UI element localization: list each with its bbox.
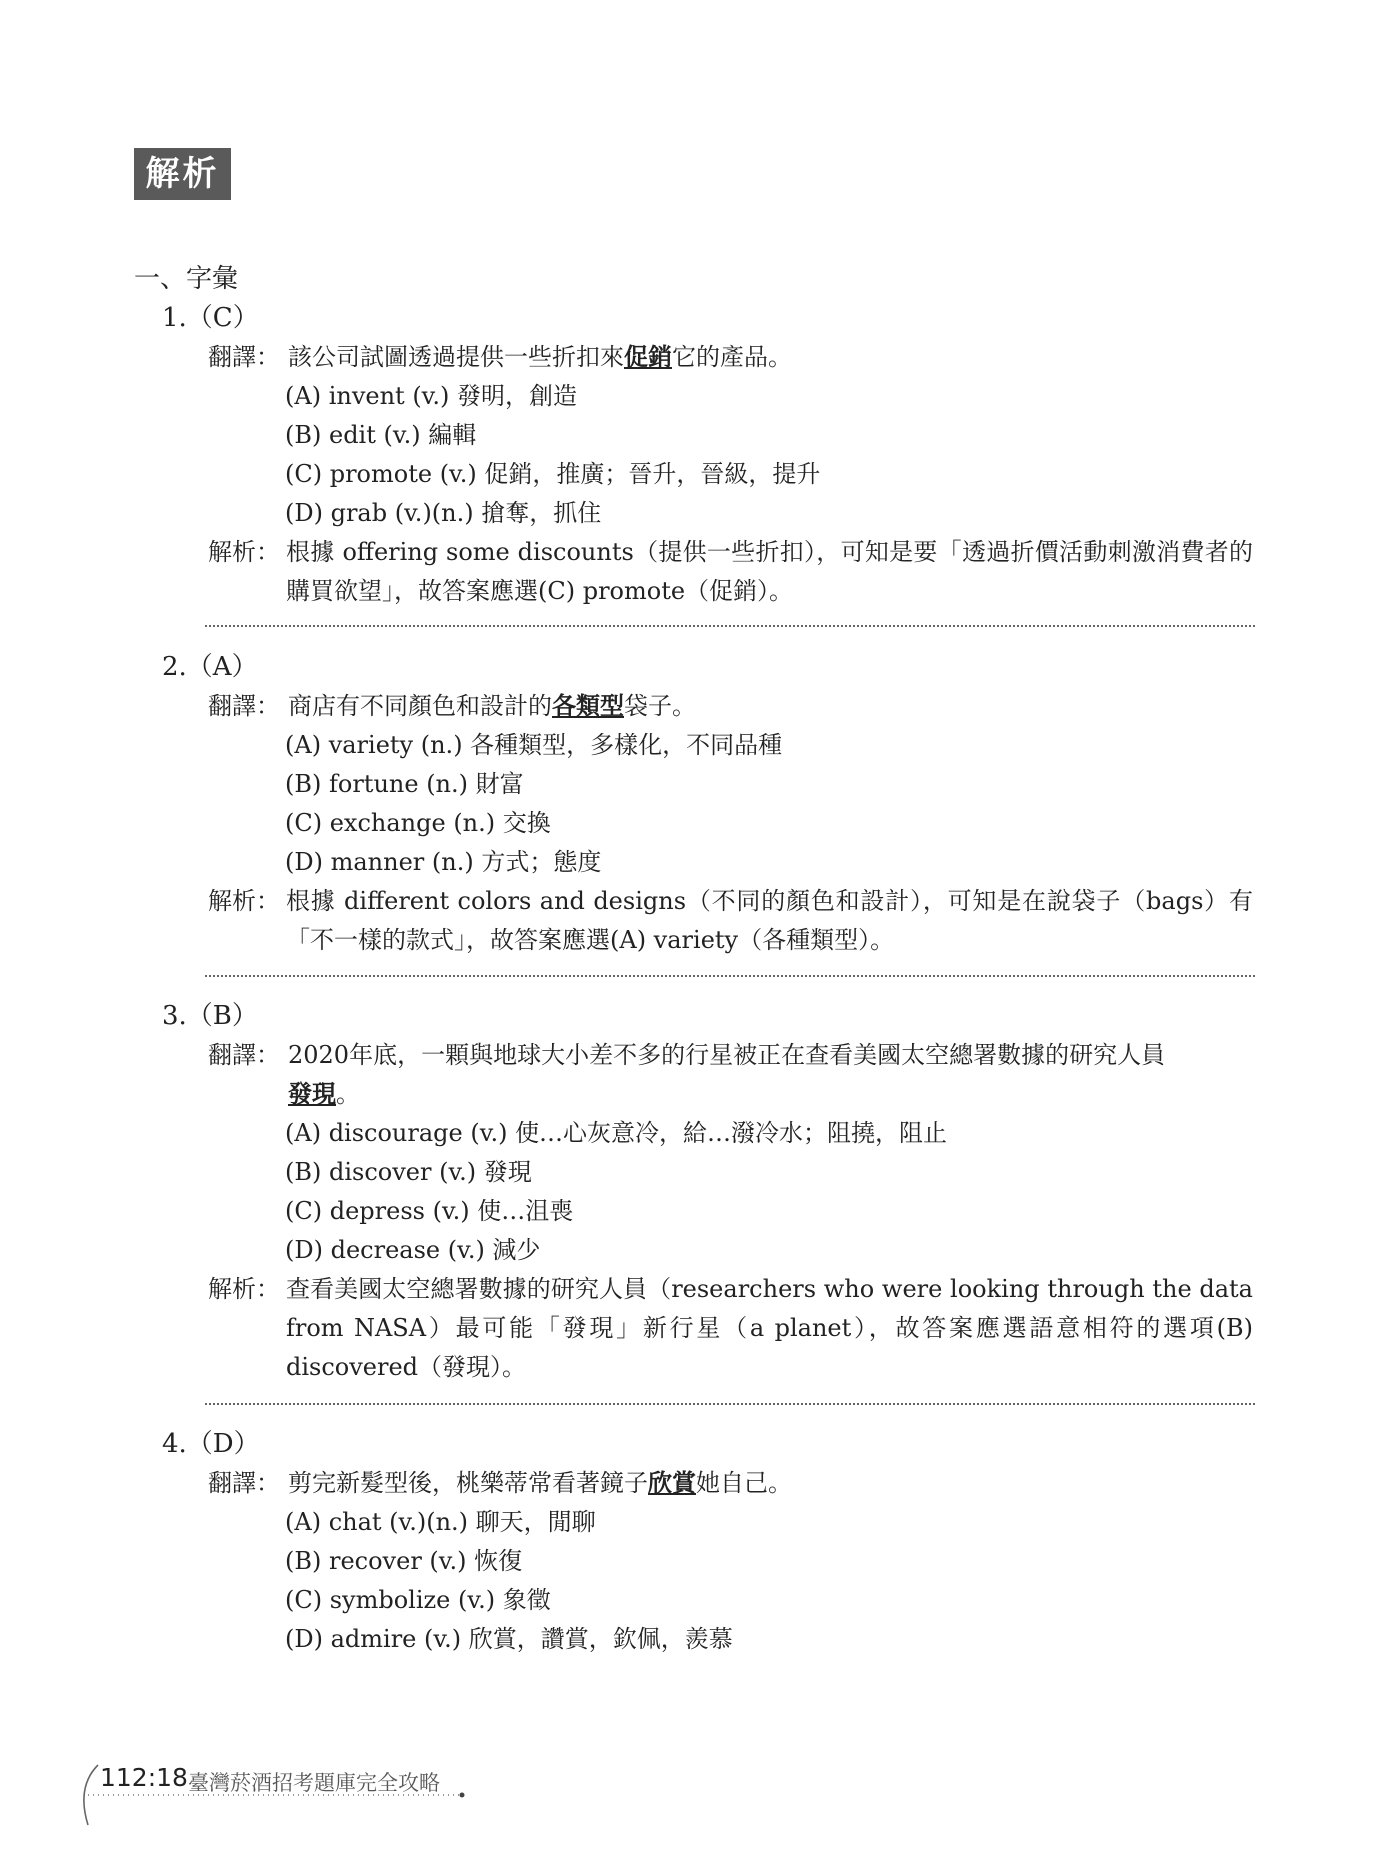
question-number: 2.（A）: [162, 652, 258, 682]
translation-text: [288, 687, 696, 726]
translation-row: [162, 338, 1262, 377]
key-word: 各類型: [552, 692, 624, 720]
translation-text: [288, 338, 792, 377]
analysis-row: [162, 533, 1262, 611]
option-a: (A) invent (v.) 發明，創造: [285, 382, 578, 410]
analysis-label: 解析：: [208, 1275, 280, 1303]
translation-text-line2: [288, 1075, 360, 1114]
option-b: (B) fortune (n.) 財富: [285, 770, 524, 798]
translation-label: 翻譯：: [208, 1469, 280, 1497]
translation-row: [162, 1464, 1262, 1503]
question-4: [162, 1424, 1262, 1659]
page-footer: [70, 1755, 490, 1835]
divider: [205, 625, 1255, 627]
section-heading: 解析: [134, 148, 231, 200]
option-b: (B) discover (v.) 發現: [285, 1158, 532, 1186]
divider: [205, 1403, 1255, 1405]
question-3: [162, 996, 1262, 1387]
translation-text-after: 。: [336, 1080, 360, 1108]
book-title: 臺灣菸酒招考題庫完全攻略: [188, 1771, 440, 1795]
option-d: (D) grab (v.)(n.) 搶奪，抓住: [285, 499, 602, 527]
translation-text-after: 它的產品。: [672, 343, 792, 371]
question-number: 3.（B）: [162, 1001, 258, 1031]
translation-label: 翻譯：: [208, 692, 280, 720]
key-word: 發現: [288, 1080, 336, 1108]
translation-row: [162, 1036, 1262, 1075]
analysis-label: 解析：: [208, 538, 280, 566]
option-b: (B) edit (v.) 編輯: [285, 421, 477, 449]
translation-text: [288, 1464, 792, 1503]
option-c: (C) promote (v.) 促銷，推廣；晉升，晉級，提升: [285, 460, 821, 488]
option-c: (C) depress (v.) 使…沮喪: [285, 1197, 574, 1225]
section-title: 一、字彙: [134, 264, 239, 294]
option-a: (A) chat (v.)(n.) 聊天，閒聊: [285, 1508, 596, 1536]
page-number: 112:18: [100, 1763, 188, 1792]
analysis-text: 根據 different colors and designs（不同的顏色和設計），可知是在說袋子（bags）有「不一樣的款式」，故答案應選(A) variety（各種類型）。: [286, 887, 1253, 954]
translation-text-after: 袋子。: [624, 692, 696, 720]
question-number: 1.（C）: [162, 303, 259, 333]
key-word: 促銷: [624, 343, 672, 371]
translation-label: 翻譯：: [208, 343, 280, 371]
option-d: (D) manner (n.) 方式；態度: [285, 848, 602, 876]
translation-row-2: [162, 1075, 1262, 1114]
option-a: (A) discourage (v.) 使…心灰意冷，給…潑冷水；阻撓，阻止: [285, 1119, 948, 1147]
translation-text-before: 剪完新髮型後，桃樂蒂常看著鏡子: [288, 1469, 648, 1497]
translation-text-after: 她自己。: [696, 1469, 792, 1497]
analysis-text: 根據 offering some discounts（提供一些折扣），可知是要「透過折價活動刺激消費者的購買欲望」，故答案應選(C) promote（促銷）。: [286, 538, 1253, 605]
analysis-row: [162, 882, 1262, 960]
divider: [205, 975, 1255, 977]
analysis-row: [162, 1270, 1262, 1387]
translation-row: [162, 687, 1262, 726]
option-c: (C) exchange (n.) 交換: [285, 809, 551, 837]
translation-label: 翻譯：: [208, 1041, 280, 1069]
analysis-label: 解析：: [208, 887, 280, 915]
question-2: [162, 647, 1262, 960]
question-number: 4.（D）: [162, 1429, 260, 1459]
question-1: [162, 298, 1262, 611]
option-d: (D) admire (v.) 欣賞，讚賞，欽佩，羨慕: [285, 1625, 733, 1653]
option-b: (B) recover (v.) 恢復: [285, 1547, 523, 1575]
key-word: 欣賞: [648, 1469, 696, 1497]
translation-text-line1: 2020年底，一顆與地球大小差不多的行星被正在查看美國太空總署數據的研究人員: [288, 1041, 1166, 1069]
translation-text-before: 商店有不同顏色和設計的: [288, 692, 552, 720]
analysis-text: 查看美國太空總署數據的研究人員（researchers who were looking through the data from NASA）最可能「發現」新行星（a planet），故答案應選語意相符的選項(B) discovered（發現）。: [286, 1275, 1253, 1381]
option-c: (C) symbolize (v.) 象徵: [285, 1586, 551, 1614]
option-a: (A) variety (n.) 各種類型，多樣化，不同品種: [285, 731, 783, 759]
translation-text-before: 該公司試圖透過提供一些折扣來: [288, 343, 624, 371]
option-d: (D) decrease (v.) 減少: [285, 1236, 541, 1264]
